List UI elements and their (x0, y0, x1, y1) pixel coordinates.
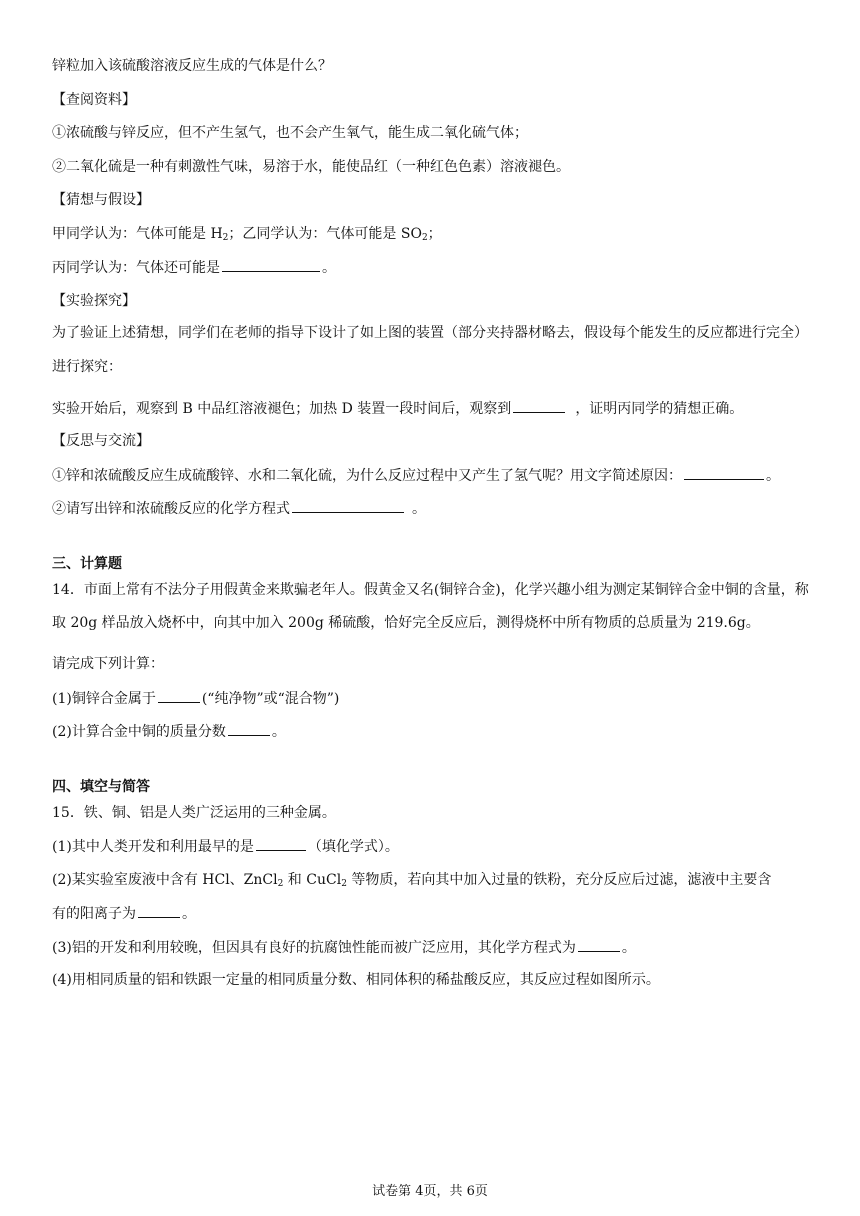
section-tag-reference: 【查阅资料】 (52, 91, 136, 108)
part-2-text: 和 CuCl (283, 871, 342, 888)
answer-blank[interactable] (256, 836, 306, 851)
question-15-part-2-cont (52, 903, 812, 937)
answer-blank[interactable] (228, 721, 270, 736)
part-3-text: (3)铝的开发和利用较晚，但因具有良好的抗腐蚀性能而被广泛应用，其化学方程式为 (52, 939, 576, 956)
part-2-text: 等物质，若向其中加入过量的铁粉，充分反应后过滤，滤液中主要含 (346, 871, 772, 888)
hypothesis-a-b (52, 224, 812, 258)
subscript: 2 (277, 878, 284, 889)
punctuation: 。 (271, 724, 286, 740)
punctuation: 。 (322, 260, 336, 276)
question-15-part-4: (4)用相同质量的铝和铁跟一定量的相同质量分数、相同体积的稀盐酸反应，其反应过程如图所示。 (52, 972, 660, 988)
answer-blank[interactable] (222, 257, 320, 272)
hypothesis-c (52, 257, 812, 291)
question-14-part-2 (52, 721, 812, 755)
exam-page-body (52, 56, 812, 1004)
reflection-1-text: ①锌和浓硫酸反应生成硫酸锌、水和二氧化硫，为什么反应过程中又产生了氢气呢？用文字简述原因： (52, 467, 682, 484)
answer-blank[interactable] (138, 903, 180, 918)
punctuation: 。 (182, 906, 196, 922)
answer-blank[interactable] (158, 688, 200, 703)
part-1-hint: （填化学式）。 (307, 839, 399, 855)
question-line: 锌粒加入该硫酸溶液反应生成的气体是什么？ (52, 58, 332, 74)
punctuation: 。 (412, 501, 426, 517)
section-tag-hypothesis: 【猜想与假设】 (52, 192, 150, 208)
part-2-text: (2)某实验室废液中含有 HCl、ZnCl (52, 871, 278, 888)
subscript: 2 (222, 232, 229, 243)
answer-blank[interactable] (684, 465, 764, 480)
answer-blank[interactable] (513, 398, 565, 413)
subscript: 2 (341, 878, 347, 889)
reflection-2-text: ②请写出锌和浓硫酸反应的化学方程式 (52, 501, 290, 517)
experiment-description: 为了验证上述猜想，同学们在老师的指导下设计了如上图的装置（部分夹持器材略去，假设每个能发生的反应都进行完全）进行探究： (52, 325, 808, 375)
hypothesis-c-text: 丙同学认为：气体还可能是 (52, 260, 220, 276)
question-15-part-2 (52, 870, 812, 904)
reference-item-1: ①浓硫酸与锌反应，但不产生氢气，也不会产生氧气，能生成二氧化硫气体； (52, 125, 528, 141)
section-tag-reflection: 【反思与交流】 (52, 433, 150, 449)
part-2-text: 有的阳离子为 (52, 906, 136, 922)
section-tag-experiment: 【实验探究】 (52, 292, 136, 309)
punctuation: ； (427, 225, 442, 242)
question-14-text: 14．市面上常有不法分子用假黄金来欺骗老年人。假黄金又名(铜锌合金)，化学兴趣小组为测定某铜锌合金中铜的含量，称取 20g 样品放入烧杯中，向其中加入 200g 稀硫酸，恰好完全反应后，测得烧杯中所有物质的总质量为 219.6g。 (52, 581, 809, 631)
question-15-part-3 (52, 937, 812, 971)
question-15-text: 15．铁、铜、铝是人类广泛运用的三种金属。 (52, 804, 336, 821)
part-1-options: (“纯净物”或“混合物”) (201, 690, 340, 707)
subscript: 2 (421, 232, 428, 243)
hypothesis-b-text: ；乙同学认为：气体可能是 SO (228, 225, 422, 242)
punctuation: 。 (766, 467, 780, 484)
experiment-observation (52, 398, 812, 432)
observation-conclusion: ，证明丙同学的猜想正确。 (575, 400, 744, 417)
part-1-text: (1)铜锌合金属于 (52, 690, 156, 707)
question-15-part-1 (52, 836, 812, 870)
part-1-text: (1)其中人类开发和利用最早的是 (52, 839, 254, 855)
hypothesis-a-text: 甲同学认为：气体可能是 H (52, 225, 223, 242)
question-14-prompt: 请完成下列计算： (52, 656, 164, 672)
section-heading-fill-in: 四、填空与简答 (52, 778, 150, 795)
reflection-item-2 (52, 498, 812, 532)
reference-item-2: ②二氧化硫是一种有刺激性气味，易溶于水，能使品红（一种红色色素）溶液褪色。 (52, 158, 570, 175)
punctuation: 。 (621, 939, 636, 956)
page-footer: 试卷第 4页，共 6页 (372, 1184, 488, 1199)
observation-text: 实验开始后，观察到 B 中品红溶液褪色；加热 D 装置一段时间后，观察到 (52, 400, 512, 417)
section-heading-calculation: 三、计算题 (52, 555, 122, 572)
answer-blank[interactable] (578, 937, 620, 952)
question-14-part-1 (52, 688, 812, 722)
part-2-text: (2)计算合金中铜的质量分数 (52, 724, 226, 740)
answer-blank[interactable] (292, 498, 404, 513)
reflection-item-1 (52, 465, 812, 499)
